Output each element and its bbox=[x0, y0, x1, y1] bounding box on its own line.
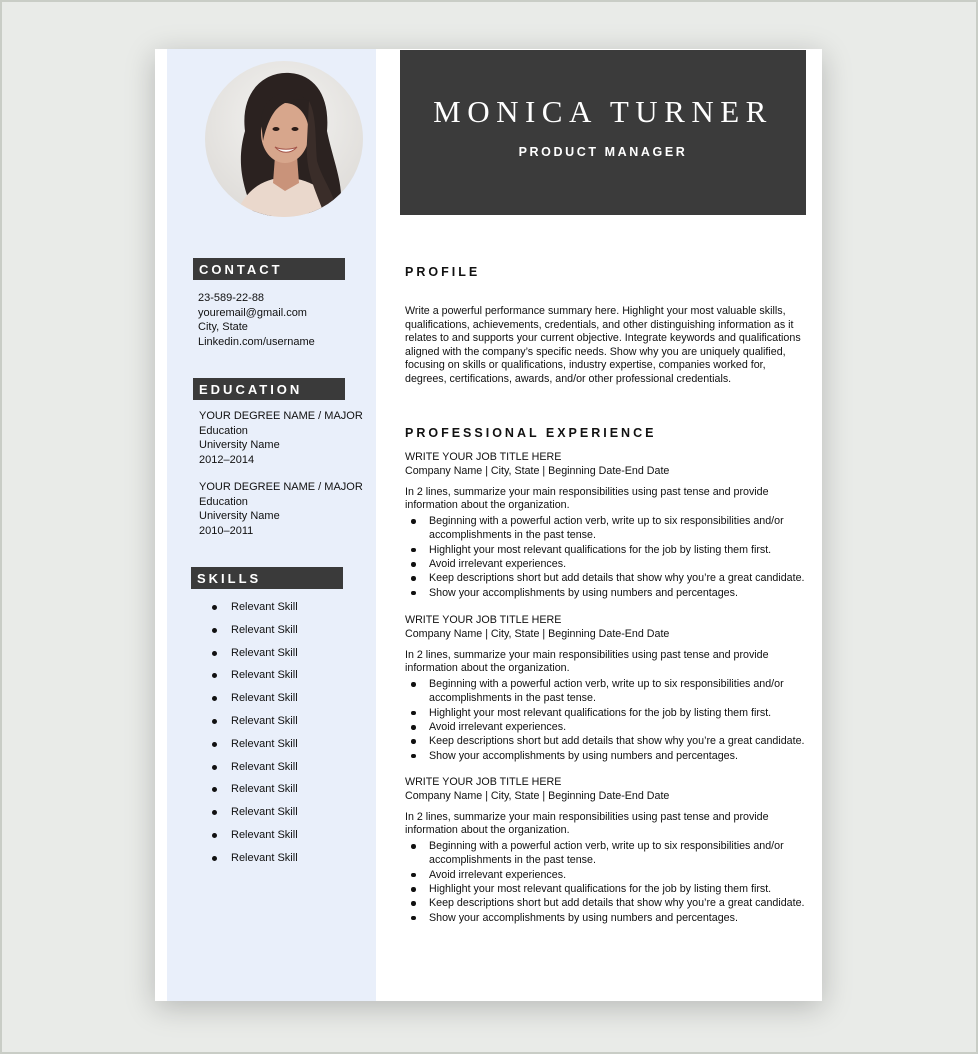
skill-item: Relevant Skill bbox=[201, 737, 298, 760]
experience-heading: PROFESSIONAL EXPERIENCE bbox=[405, 426, 657, 440]
list-item: Keep descriptions short but add details that show why you’re a great candidate. bbox=[405, 571, 815, 585]
list-item: Beginning with a powerful action verb, write up to six responsibilities and/or accomplishments in the past tense. bbox=[405, 677, 815, 706]
degree-type: Education bbox=[199, 424, 248, 437]
skill-item: Relevant Skill bbox=[201, 691, 298, 714]
job-entry-company: Company Name | City, State | Beginning Date-End Date bbox=[405, 789, 670, 802]
education-entry bbox=[199, 480, 363, 538]
job-entry-summary: In 2 lines, summarize your main responsibilities using past tense and provide information about the organization. bbox=[405, 648, 769, 675]
education-years: 2010–2011 bbox=[199, 524, 254, 537]
bullet-icon bbox=[411, 916, 416, 921]
skill-item: Relevant Skill bbox=[201, 851, 298, 874]
skill-item: Relevant Skill bbox=[201, 760, 298, 783]
skill-item: Relevant Skill bbox=[201, 600, 298, 623]
degree-type: Education bbox=[199, 495, 248, 508]
job-entry-title: WRITE YOUR JOB TITLE HERE bbox=[405, 451, 562, 463]
full-name: MONICA TURNER bbox=[433, 94, 773, 129]
list-item: Keep descriptions short but add details that show why you’re a great candidate. bbox=[405, 896, 815, 910]
bullet-icon bbox=[212, 696, 217, 701]
contact-email: youremail@gmail.com bbox=[198, 306, 307, 319]
skill-item: Relevant Skill bbox=[201, 782, 298, 805]
job-entry-company: Company Name | City, State | Beginning Date-End Date bbox=[405, 627, 670, 640]
list-item: Show your accomplishments by using numbers and percentages. bbox=[405, 586, 815, 600]
bullet-icon bbox=[411, 591, 416, 596]
bullet-icon bbox=[212, 651, 217, 656]
profile-summary: Write a powerful performance summary here. Highlight your most valuable skills, qualifications, achievements, credentials, and other distinguishing information as it relates to and supports your current objective. Integrate keywords and qualifications aligned with the company’s specific needs. Show why you are uniquely qualified, focusing on skills or qualifications, industry expertise, companies worked for, degrees, certifications, awards, and/or other professional credentials. bbox=[405, 305, 801, 385]
sidebar bbox=[167, 49, 376, 1001]
job-entry-title: WRITE YOUR JOB TITLE HERE bbox=[405, 614, 562, 626]
bullet-icon bbox=[212, 810, 217, 815]
bullet-icon bbox=[212, 673, 217, 678]
list-item: Highlight your most relevant qualifications for the job by listing them first. bbox=[405, 706, 815, 720]
contact-heading: CONTACT bbox=[193, 258, 345, 280]
job-entry bbox=[405, 614, 815, 763]
skill-item: Relevant Skill bbox=[201, 623, 298, 646]
list-item: Keep descriptions short but add details that show why you’re a great candidate. bbox=[405, 734, 815, 748]
skills-list bbox=[201, 600, 298, 874]
skill-item: Relevant Skill bbox=[201, 805, 298, 828]
education-years: 2012–2014 bbox=[199, 453, 255, 466]
list-item: Beginning with a powerful action verb, write up to six responsibilities and/or accomplishments in the past tense. bbox=[405, 514, 815, 543]
bullet-icon bbox=[411, 887, 416, 892]
bullet-icon bbox=[411, 548, 416, 553]
job-entry-bullets bbox=[405, 839, 815, 925]
bullet-icon bbox=[212, 719, 217, 724]
resume-page bbox=[155, 49, 822, 1001]
bullet-icon bbox=[212, 742, 217, 747]
bullet-icon bbox=[411, 754, 416, 759]
bullet-icon bbox=[411, 873, 416, 878]
skill-item: Relevant Skill bbox=[201, 646, 298, 669]
education-heading: EDUCATION bbox=[193, 378, 345, 400]
university-name: University Name bbox=[199, 439, 280, 451]
portrait-illustration bbox=[205, 61, 363, 217]
bullet-icon bbox=[212, 605, 217, 610]
job-title: PRODUCT MANAGER bbox=[518, 145, 688, 159]
bullet-icon bbox=[212, 856, 217, 861]
bullet-icon bbox=[411, 576, 416, 581]
profile-heading: PROFILE bbox=[405, 265, 481, 279]
bullet-icon bbox=[411, 725, 416, 730]
bullet-icon bbox=[212, 628, 217, 633]
job-entry-company: Company Name | City, State | Beginning Date-End Date bbox=[405, 464, 670, 477]
job-entry bbox=[405, 776, 815, 925]
bullet-icon bbox=[212, 765, 217, 770]
degree-name: YOUR DEGREE NAME / MAJOR bbox=[199, 481, 363, 493]
bullet-icon bbox=[212, 833, 217, 838]
university-name: University Name bbox=[199, 510, 280, 522]
list-item: Show your accomplishments by using numbers and percentages. bbox=[405, 749, 815, 763]
profile-photo bbox=[205, 61, 363, 217]
bullet-icon bbox=[411, 562, 416, 567]
contact-linkedin: Linkedin.com/username bbox=[198, 335, 315, 348]
name-header bbox=[400, 50, 806, 215]
list-item: Highlight your most relevant qualifications for the job by listing them first. bbox=[405, 882, 815, 896]
job-entry-summary: In 2 lines, summarize your main responsibilities using past tense and provide information about the organization. bbox=[405, 810, 769, 837]
bullet-icon bbox=[411, 519, 416, 524]
list-item: Avoid irrelevant experiences. bbox=[405, 868, 815, 882]
contact-phone: 23-589-22-88 bbox=[198, 292, 265, 304]
education-entry bbox=[199, 409, 363, 467]
list-item: Avoid irrelevant experiences. bbox=[405, 720, 815, 734]
skill-item: Relevant Skill bbox=[201, 828, 298, 851]
job-entry-summary: In 2 lines, summarize your main responsibilities using past tense and provide information about the organization. bbox=[405, 485, 769, 512]
degree-name: YOUR DEGREE NAME / MAJOR bbox=[199, 410, 363, 422]
bullet-icon bbox=[411, 711, 416, 716]
skill-item: Relevant Skill bbox=[201, 714, 298, 737]
list-item: Show your accomplishments by using numbers and percentages. bbox=[405, 911, 815, 925]
list-item: Highlight your most relevant qualifications for the job by listing them first. bbox=[405, 543, 815, 557]
education-details bbox=[199, 409, 363, 551]
bullet-icon bbox=[411, 739, 416, 744]
bullet-icon bbox=[411, 844, 416, 849]
bullet-icon bbox=[411, 901, 416, 906]
skills-heading: SKILLS bbox=[191, 567, 343, 589]
bullet-icon bbox=[411, 682, 416, 687]
job-entry bbox=[405, 451, 815, 600]
list-item: Beginning with a powerful action verb, write up to six responsibilities and/or accomplishments in the past tense. bbox=[405, 839, 815, 868]
job-entry-bullets bbox=[405, 514, 815, 600]
job-entry-title: WRITE YOUR JOB TITLE HERE bbox=[405, 776, 562, 788]
skill-item: Relevant Skill bbox=[201, 668, 298, 691]
contact-location: City, State bbox=[198, 321, 248, 333]
list-item: Avoid irrelevant experiences. bbox=[405, 557, 815, 571]
contact-details bbox=[198, 291, 315, 349]
bullet-icon bbox=[212, 787, 217, 792]
job-entry-bullets bbox=[405, 677, 815, 763]
